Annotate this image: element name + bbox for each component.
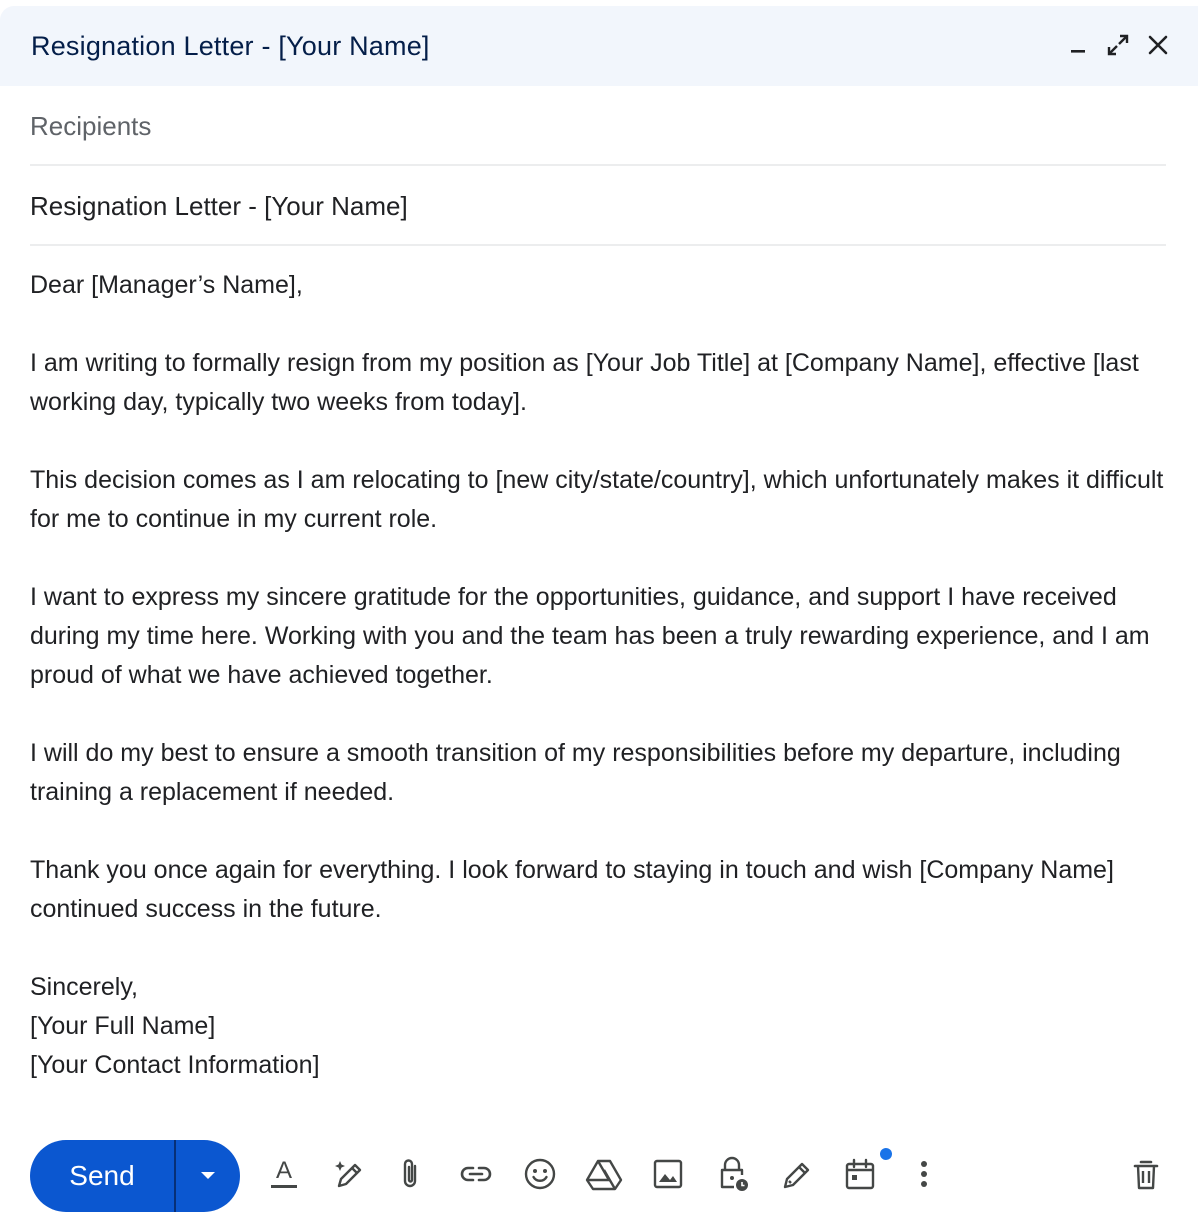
insert-from-drive-button[interactable] — [582, 1152, 626, 1196]
notification-dot — [880, 1148, 892, 1160]
send-button-group — [30, 1140, 240, 1212]
close-button[interactable] — [1141, 28, 1175, 62]
help-me-write-button[interactable] — [327, 1152, 371, 1196]
discard-draft-button[interactable] — [1124, 1152, 1168, 1196]
insert-signature-button[interactable] — [774, 1152, 818, 1196]
schedule-icon — [842, 1156, 878, 1192]
message-body[interactable] — [30, 266, 1170, 1085]
attach-file-icon — [392, 1156, 428, 1192]
insert-link-button[interactable] — [454, 1152, 498, 1196]
signature-contact: [Your Contact Information] — [30, 1051, 320, 1079]
insert-photo-button[interactable] — [646, 1152, 690, 1196]
body-paragraph-5: Thank you once again for everything. I look forward to staying in touch and wish [Company Name] continued success in the future. — [30, 856, 1114, 923]
insert-emoji-button[interactable] — [518, 1152, 562, 1196]
recipients-field[interactable] — [30, 86, 1166, 166]
insert-link-icon — [458, 1156, 494, 1192]
body-paragraph-1: I am writing to formally resign from my position as [Your Job Title] at [Company Name], effective [last working day, typically two weeks from today]. — [30, 349, 1139, 416]
expand-icon — [1106, 33, 1130, 57]
minimize-button[interactable] — [1061, 28, 1095, 62]
attach-file-button[interactable] — [388, 1152, 432, 1196]
google-drive-icon — [585, 1156, 623, 1192]
formatting-options-button[interactable] — [262, 1152, 306, 1196]
chevron-down-icon — [199, 1170, 217, 1182]
minimize-icon — [1068, 35, 1088, 55]
compose-header[interactable] — [0, 6, 1198, 86]
recipients-placeholder: Recipients — [30, 111, 152, 141]
insert-signature-icon — [778, 1156, 814, 1192]
confidential-mode-button[interactable] — [710, 1152, 754, 1196]
subject-text: Resignation Letter - [Your Name] — [30, 191, 408, 221]
more-options-button[interactable] — [902, 1152, 946, 1196]
body-paragraph-2: This decision comes as I am relocating to [new city/state/country], which unfortunately makes it difficult for me to continue in my current role. — [30, 466, 1164, 533]
svg-text:A: A — [275, 1157, 293, 1184]
schedule-button[interactable] — [838, 1152, 882, 1196]
compose-title: Resignation Letter - [Your Name] — [31, 31, 430, 61]
compose-toolbar — [0, 1138, 1198, 1212]
insert-photo-icon — [650, 1156, 686, 1192]
send-button[interactable]: Send — [69, 1160, 135, 1191]
closing-line: Sincerely, — [30, 973, 138, 1001]
help-me-write-icon — [331, 1156, 367, 1192]
insert-emoji-icon — [522, 1156, 558, 1192]
body-paragraph-4: I will do my best to ensure a smooth transition of my responsibilities before my departure, including training a replacement if needed. — [30, 739, 1121, 806]
formatting-options-icon — [266, 1156, 302, 1192]
send-options-button[interactable] — [176, 1140, 240, 1212]
trash-icon — [1128, 1156, 1164, 1192]
close-icon — [1147, 34, 1169, 56]
confidential-mode-icon — [714, 1155, 750, 1193]
body-paragraph-3: I want to express my sincere gratitude for the opportunities, guidance, and support I have received during my time here. Working with you and the team has been a truly rewarding experience, and I am proud of what we have achieved together. — [30, 583, 1150, 689]
full-screen-button[interactable] — [1101, 28, 1135, 62]
signature-name: [Your Full Name] — [30, 1012, 216, 1040]
subject-field[interactable] — [30, 166, 1166, 246]
greeting-line: Dear [Manager’s Name], — [30, 271, 303, 299]
more-options-icon — [918, 1156, 930, 1192]
